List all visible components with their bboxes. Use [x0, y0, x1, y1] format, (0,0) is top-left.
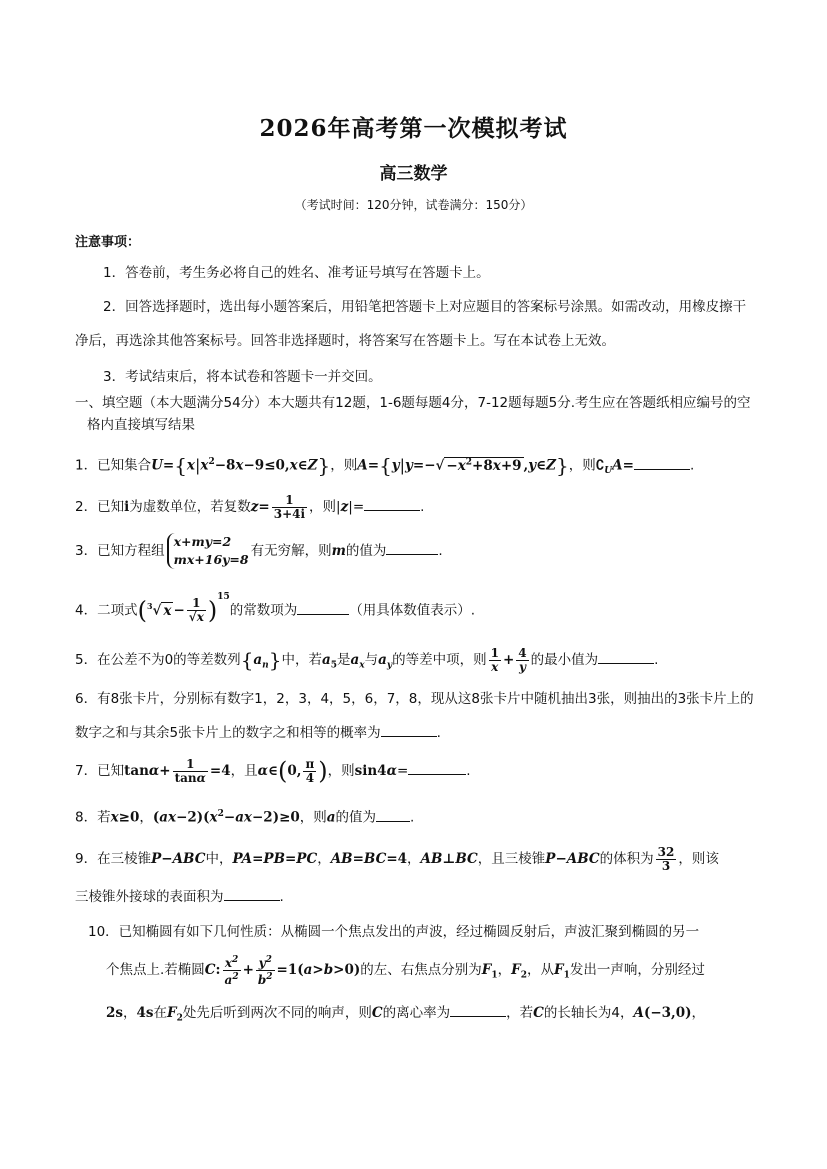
question-6: 6．有8张卡片，分别标有数字1，2，3，4，5，6，7，8，现从这8张卡片中随机抽出3张，则抽出的3张卡片上的数字之和与其余5张卡片上的数字之和相等的概率为 . — [75, 691, 754, 741]
question-3: 3．已知方程组x+my=2 mx+16y=8有无穷解，则m的值为 . — [75, 534, 443, 567]
q10-text-l2c: ， — [497, 962, 512, 978]
question-10-line-2: 个焦点上.若椭圆C: $\frac{x^2}{a^2}$ + $\frac{y^2}{b^2}$ =1(a>b>0)的左、右焦点分别为$F_1$，$F_2$，从$F_1$发出一声响，分别经过 — [106, 954, 705, 987]
question-10 — [88, 915, 778, 949]
q3-text-tail: 的值为 — [345, 543, 387, 559]
q10-text-l3b: 处先后听到两次不同的响声，则 — [182, 1005, 372, 1021]
question-7: 7．已知tanα+ $\frac{1}{\tan\alpha}$ =4，且α∈(0, $\frac{\pi}{4}$ )，则sin4α= . — [75, 756, 471, 785]
question-9-line-2: 三棱锥外接球的表面积为 . — [75, 880, 765, 914]
q8-text-pre: 8．若 — [75, 809, 111, 826]
q7-text-mid: ，且 — [230, 763, 258, 779]
q9-text-line2: 三棱锥外接球的表面积为 — [75, 889, 224, 905]
notice-heading: 注意事项： — [75, 235, 141, 250]
q8-text-mid: ， — [139, 809, 153, 826]
q2-text-pre: 2．已知 — [75, 499, 125, 515]
q6-text: 6．有8张卡片，分别标有数字1，2，3，4，5，6，7，8，现从这8张卡片中随机抽出3张，则抽出的3张卡片上的数字之和与其余5张卡片上的数字之和相等的概率为 — [75, 691, 754, 741]
question-10-line-3: 2s，4s在$F_2$处先后听到两次不同的响声，则C的离心率为 ，若C的长轴长为4，A(−3,0)， — [106, 996, 796, 1036]
q9-answer-blank — [224, 886, 280, 901]
q2-text-mid: 为虚数单位，若复数 — [129, 499, 251, 515]
q10-text-line1: 10．已知椭圆有如下几何性质：从椭圆一个焦点发出的声波，经过椭圆反射后，声波汇聚到椭圆的另一 — [88, 924, 700, 940]
question-5: 5．在公差不为0的等差数列$\{a_n\}$中，若$a_5$是$a_x$与$a_y$的等差中项，则 $\frac{1}{x}$ + $\frac{4}{y}$ 的最小值为 . — [75, 645, 659, 674]
q4-text-pre: 4．二项式 — [75, 602, 138, 619]
section-heading — [75, 392, 760, 436]
q7-text-pre: 7．已知 — [75, 763, 125, 779]
notice-item-3: 3．考试结束后，将本试卷和答题卡一并交回。 — [103, 369, 382, 385]
q2-answer-blank — [364, 496, 420, 511]
q2-text-tail: |= — [348, 499, 365, 515]
q3-equation-system: x+my=2 mx+16y=8 — [167, 533, 249, 569]
q5-text-d: 的等差中项，则 — [392, 652, 487, 668]
q5-text-pre: 5．在公差不为0的等差数列 — [75, 652, 241, 668]
section-heading-text: 一、填空题（本大题满分54分）本大题共有12题，1-6题每题4分，7-12题每题5分.考生应在答题纸相应编号的空格内直接填写结果 — [75, 395, 751, 433]
question-8: 8．若x≥0，$(ax-2)(x^2-ax-2)\ge 0$，则a的值为 . — [75, 797, 765, 835]
q1-text-post: ，则 — [330, 457, 358, 474]
q4-text-tail: （用具体数值表示）. — [349, 602, 476, 619]
q4-text-post: 的常数项为 — [229, 602, 298, 619]
q5-answer-blank — [598, 649, 654, 664]
q9-text-a: 中， — [205, 851, 233, 867]
q1-text-pre: 1．已知集合 — [75, 457, 152, 474]
q10-text-l2b: 的左、右焦点分别为 — [360, 962, 482, 978]
question-9: 9．在三棱锥P−ABC中，PA=PB=PC，AB=BC=4，AB⊥BC，且三棱锥P−ABC的体积为 $\frac{32}{3}$ ，则该 — [75, 844, 719, 873]
q4-answer-blank — [297, 600, 349, 615]
q1-set-u: U — [151, 457, 163, 474]
q8-answer-blank — [376, 807, 410, 822]
question-4: 4．二项式($^3$√ x − $\frac{1}{√x}$ )$^{15}$的常数项为 （用具体数值表示）. — [75, 592, 476, 625]
exam-title: 2026年高考第一次模拟考试 — [259, 115, 568, 142]
q3-text-pre: 3．已知方程组 — [75, 543, 165, 559]
q7-answer-blank — [408, 760, 466, 775]
q7-text-post: ，则 — [327, 763, 355, 779]
q10-text-l3e: 的长轴长为4， — [543, 1005, 634, 1021]
q5-text-b: 是 — [336, 652, 351, 668]
q7-text-tail: = — [396, 763, 409, 779]
q5-text-c: 与 — [364, 652, 379, 668]
q5-text-a: 中，若 — [281, 652, 322, 668]
q10-text-l2a: 个焦点上.若椭圆 — [106, 962, 205, 978]
q5-text-tail: 的最小值为 — [530, 652, 599, 668]
notice-item-2: 2．回答选择题时，选出每小题答案后，用铅笔把答题卡上对应题目的答案标号涂黑。如需改动，用橡皮擦干净后，再选涂其他答案标号。回答非选择题时，将答案写在答题卡上。写在本试卷上无效。 — [75, 299, 747, 349]
q6-answer-blank — [381, 722, 437, 737]
notice-item-1: 1．答卷前，考生务必将自己的姓名、准考证号填写在答题卡上。 — [103, 265, 490, 281]
q9-text-f: ，则该 — [678, 851, 719, 867]
exam-subtitle: 高三数学 — [379, 164, 448, 184]
q1-text-tail: . — [689, 457, 695, 474]
exam-info: （考试时间：120分钟，试卷满分：150分） — [294, 198, 533, 212]
q2-text-post: ，则| — [309, 499, 341, 515]
q8-text-tail: 的值为 — [335, 809, 377, 826]
q10-text-l2d: ，从 — [526, 962, 554, 978]
question-1: 1．已知集合$U=\{x|x^2-8x-9\le 0,x\in Z\}$，则$A=\{y|y=-√ -x^2+8x+9$ ,y∈Z}，则$∁_UA=$ . — [75, 453, 695, 478]
q8-text-post: ，则 — [299, 809, 327, 826]
q3-text-post: 有无穷解，则 — [250, 543, 332, 559]
q9-text-pre: 9．在三棱锥 — [75, 851, 152, 867]
q1-answer-blank — [634, 455, 690, 470]
q10-text-l3c: 的离心率为 — [382, 1005, 451, 1021]
q10-answer-blank — [450, 1002, 506, 1017]
q9-text-c: ， — [407, 851, 421, 867]
q10-text-l2e: 发出一声响，分别经过 — [569, 962, 705, 978]
q3-answer-blank — [386, 540, 438, 555]
q10-text-l3a: 在 — [153, 1005, 168, 1021]
q4-fraction: $\frac{1}{√x}$ — [188, 596, 204, 624]
q9-text-b: ， — [317, 851, 331, 867]
q2-fraction: $\frac{1}{3+4i}$ — [273, 492, 306, 521]
question-2: 2．已知i为虚数单位，若复数z= $\frac{1}{3+4i}$ ，则|z|= . — [75, 492, 425, 521]
q10-text-l3d: ，若 — [506, 1005, 534, 1021]
